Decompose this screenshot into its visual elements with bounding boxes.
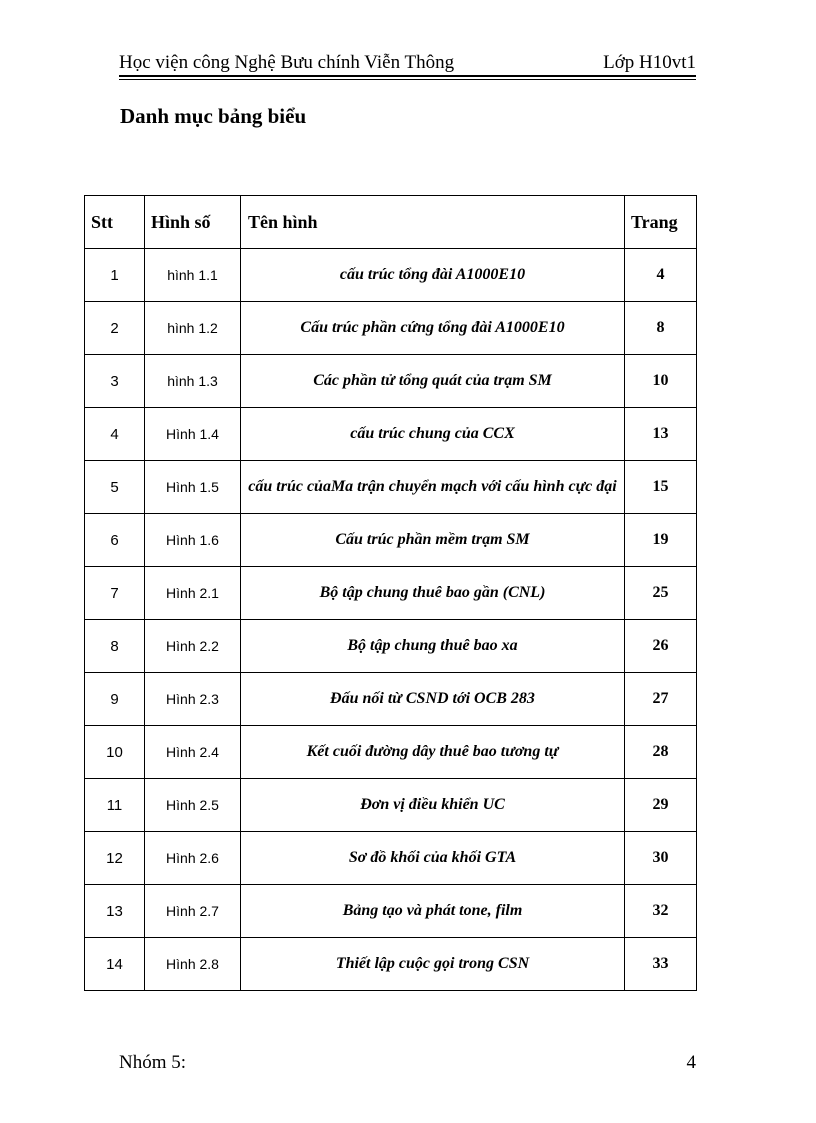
- cell-page: 25: [625, 567, 697, 620]
- cell-figure-number: hình 1.2: [145, 302, 241, 355]
- cell-figure-name: Kết cuối đường dây thuê bao tương tự: [241, 726, 625, 779]
- cell-stt: 9: [85, 673, 145, 726]
- cell-page: 26: [625, 620, 697, 673]
- table-row: [85, 832, 697, 885]
- cell-figure-name: cấu trúc tổng đài A1000E10: [241, 249, 625, 302]
- cell-figure-number: Hình 2.3: [145, 673, 241, 726]
- cell-figure-name: Sơ đồ khối của khối GTA: [241, 832, 625, 885]
- cell-figure-name: cấu trúc chung của CCX: [241, 408, 625, 461]
- cell-figure-name: Đấu nối từ CSND tới OCB 283: [241, 673, 625, 726]
- header-rule-thin: [119, 79, 696, 80]
- cell-stt: 11: [85, 779, 145, 832]
- header-institution: Học viện công Nghệ Bưu chính Viễn Thông: [119, 52, 455, 73]
- header-rule-thick: [119, 75, 696, 77]
- table-row: [85, 885, 697, 938]
- cell-page: 32: [625, 885, 697, 938]
- footer-group: Nhóm 5:: [119, 1052, 187, 1073]
- table-row: [85, 461, 697, 514]
- cell-figure-number: Hình 1.6: [145, 514, 241, 567]
- table-row: [85, 355, 697, 408]
- cell-page: 33: [625, 938, 697, 991]
- cell-figure-number: Hình 2.4: [145, 726, 241, 779]
- table-row: [85, 726, 697, 779]
- cell-stt: 13: [85, 885, 145, 938]
- table-row: [85, 567, 697, 620]
- cell-figure-name: Bảng tạo và phát tone, film: [241, 885, 625, 938]
- cell-page: 29: [625, 779, 697, 832]
- page-title: Danh mục bảng biểu: [120, 104, 307, 128]
- table-row: [85, 779, 697, 832]
- cell-figure-name: Thiết lập cuộc gọi trong CSN: [241, 938, 625, 991]
- cell-stt: 6: [85, 514, 145, 567]
- cell-figure-name: Đơn vị điều khiển UC: [241, 779, 625, 832]
- cell-figure-name: Bộ tập chung thuê bao gần (CNL): [241, 567, 625, 620]
- cell-page: 10: [625, 355, 697, 408]
- header-page: Trang: [625, 196, 697, 249]
- page-header: [119, 52, 696, 74]
- table-row: [85, 514, 697, 567]
- header-stt: Stt: [85, 196, 145, 249]
- cell-page: 8: [625, 302, 697, 355]
- cell-page: 15: [625, 461, 697, 514]
- page-footer: [119, 1052, 696, 1074]
- cell-stt: 12: [85, 832, 145, 885]
- cell-figure-number: hình 1.1: [145, 249, 241, 302]
- header-figure-number: Hình số: [145, 196, 241, 249]
- cell-figure-name: cấu trúc củaMa trận chuyển mạch với cấu hình cực đại: [241, 461, 625, 514]
- cell-stt: 4: [85, 408, 145, 461]
- header-class: Lớp H10vt1: [603, 52, 696, 73]
- cell-stt: 5: [85, 461, 145, 514]
- cell-stt: 2: [85, 302, 145, 355]
- cell-stt: 3: [85, 355, 145, 408]
- cell-stt: 14: [85, 938, 145, 991]
- table-header-row: [85, 196, 697, 249]
- cell-figure-number: Hình 2.1: [145, 567, 241, 620]
- cell-figure-name: Cấu trúc phần mềm trạm SM: [241, 514, 625, 567]
- table-row: [85, 408, 697, 461]
- cell-stt: 8: [85, 620, 145, 673]
- cell-figure-number: Hình 1.4: [145, 408, 241, 461]
- page-number: 4: [686, 1052, 696, 1073]
- cell-page: 13: [625, 408, 697, 461]
- cell-figure-number: hình 1.3: [145, 355, 241, 408]
- cell-figure-name: Bộ tập chung thuê bao xa: [241, 620, 625, 673]
- cell-figure-number: Hình 2.2: [145, 620, 241, 673]
- cell-page: 4: [625, 249, 697, 302]
- cell-figure-number: Hình 2.8: [145, 938, 241, 991]
- figure-list-table: [84, 195, 697, 991]
- table-row: [85, 302, 697, 355]
- cell-page: 27: [625, 673, 697, 726]
- cell-figure-number: Hình 2.7: [145, 885, 241, 938]
- table-row: [85, 673, 697, 726]
- table-row: [85, 938, 697, 991]
- cell-page: 19: [625, 514, 697, 567]
- table-row: [85, 249, 697, 302]
- cell-page: 28: [625, 726, 697, 779]
- cell-figure-name: Các phần tử tổng quát của trạm SM: [241, 355, 625, 408]
- cell-figure-number: Hình 2.5: [145, 779, 241, 832]
- header-figure-name: Tên hình: [241, 196, 625, 249]
- cell-figure-number: Hình 1.5: [145, 461, 241, 514]
- cell-stt: 10: [85, 726, 145, 779]
- cell-page: 30: [625, 832, 697, 885]
- cell-stt: 7: [85, 567, 145, 620]
- cell-figure-number: Hình 2.6: [145, 832, 241, 885]
- cell-figure-name: Cấu trúc phần cứng tổng đài A1000E10: [241, 302, 625, 355]
- cell-stt: 1: [85, 249, 145, 302]
- table-row: [85, 620, 697, 673]
